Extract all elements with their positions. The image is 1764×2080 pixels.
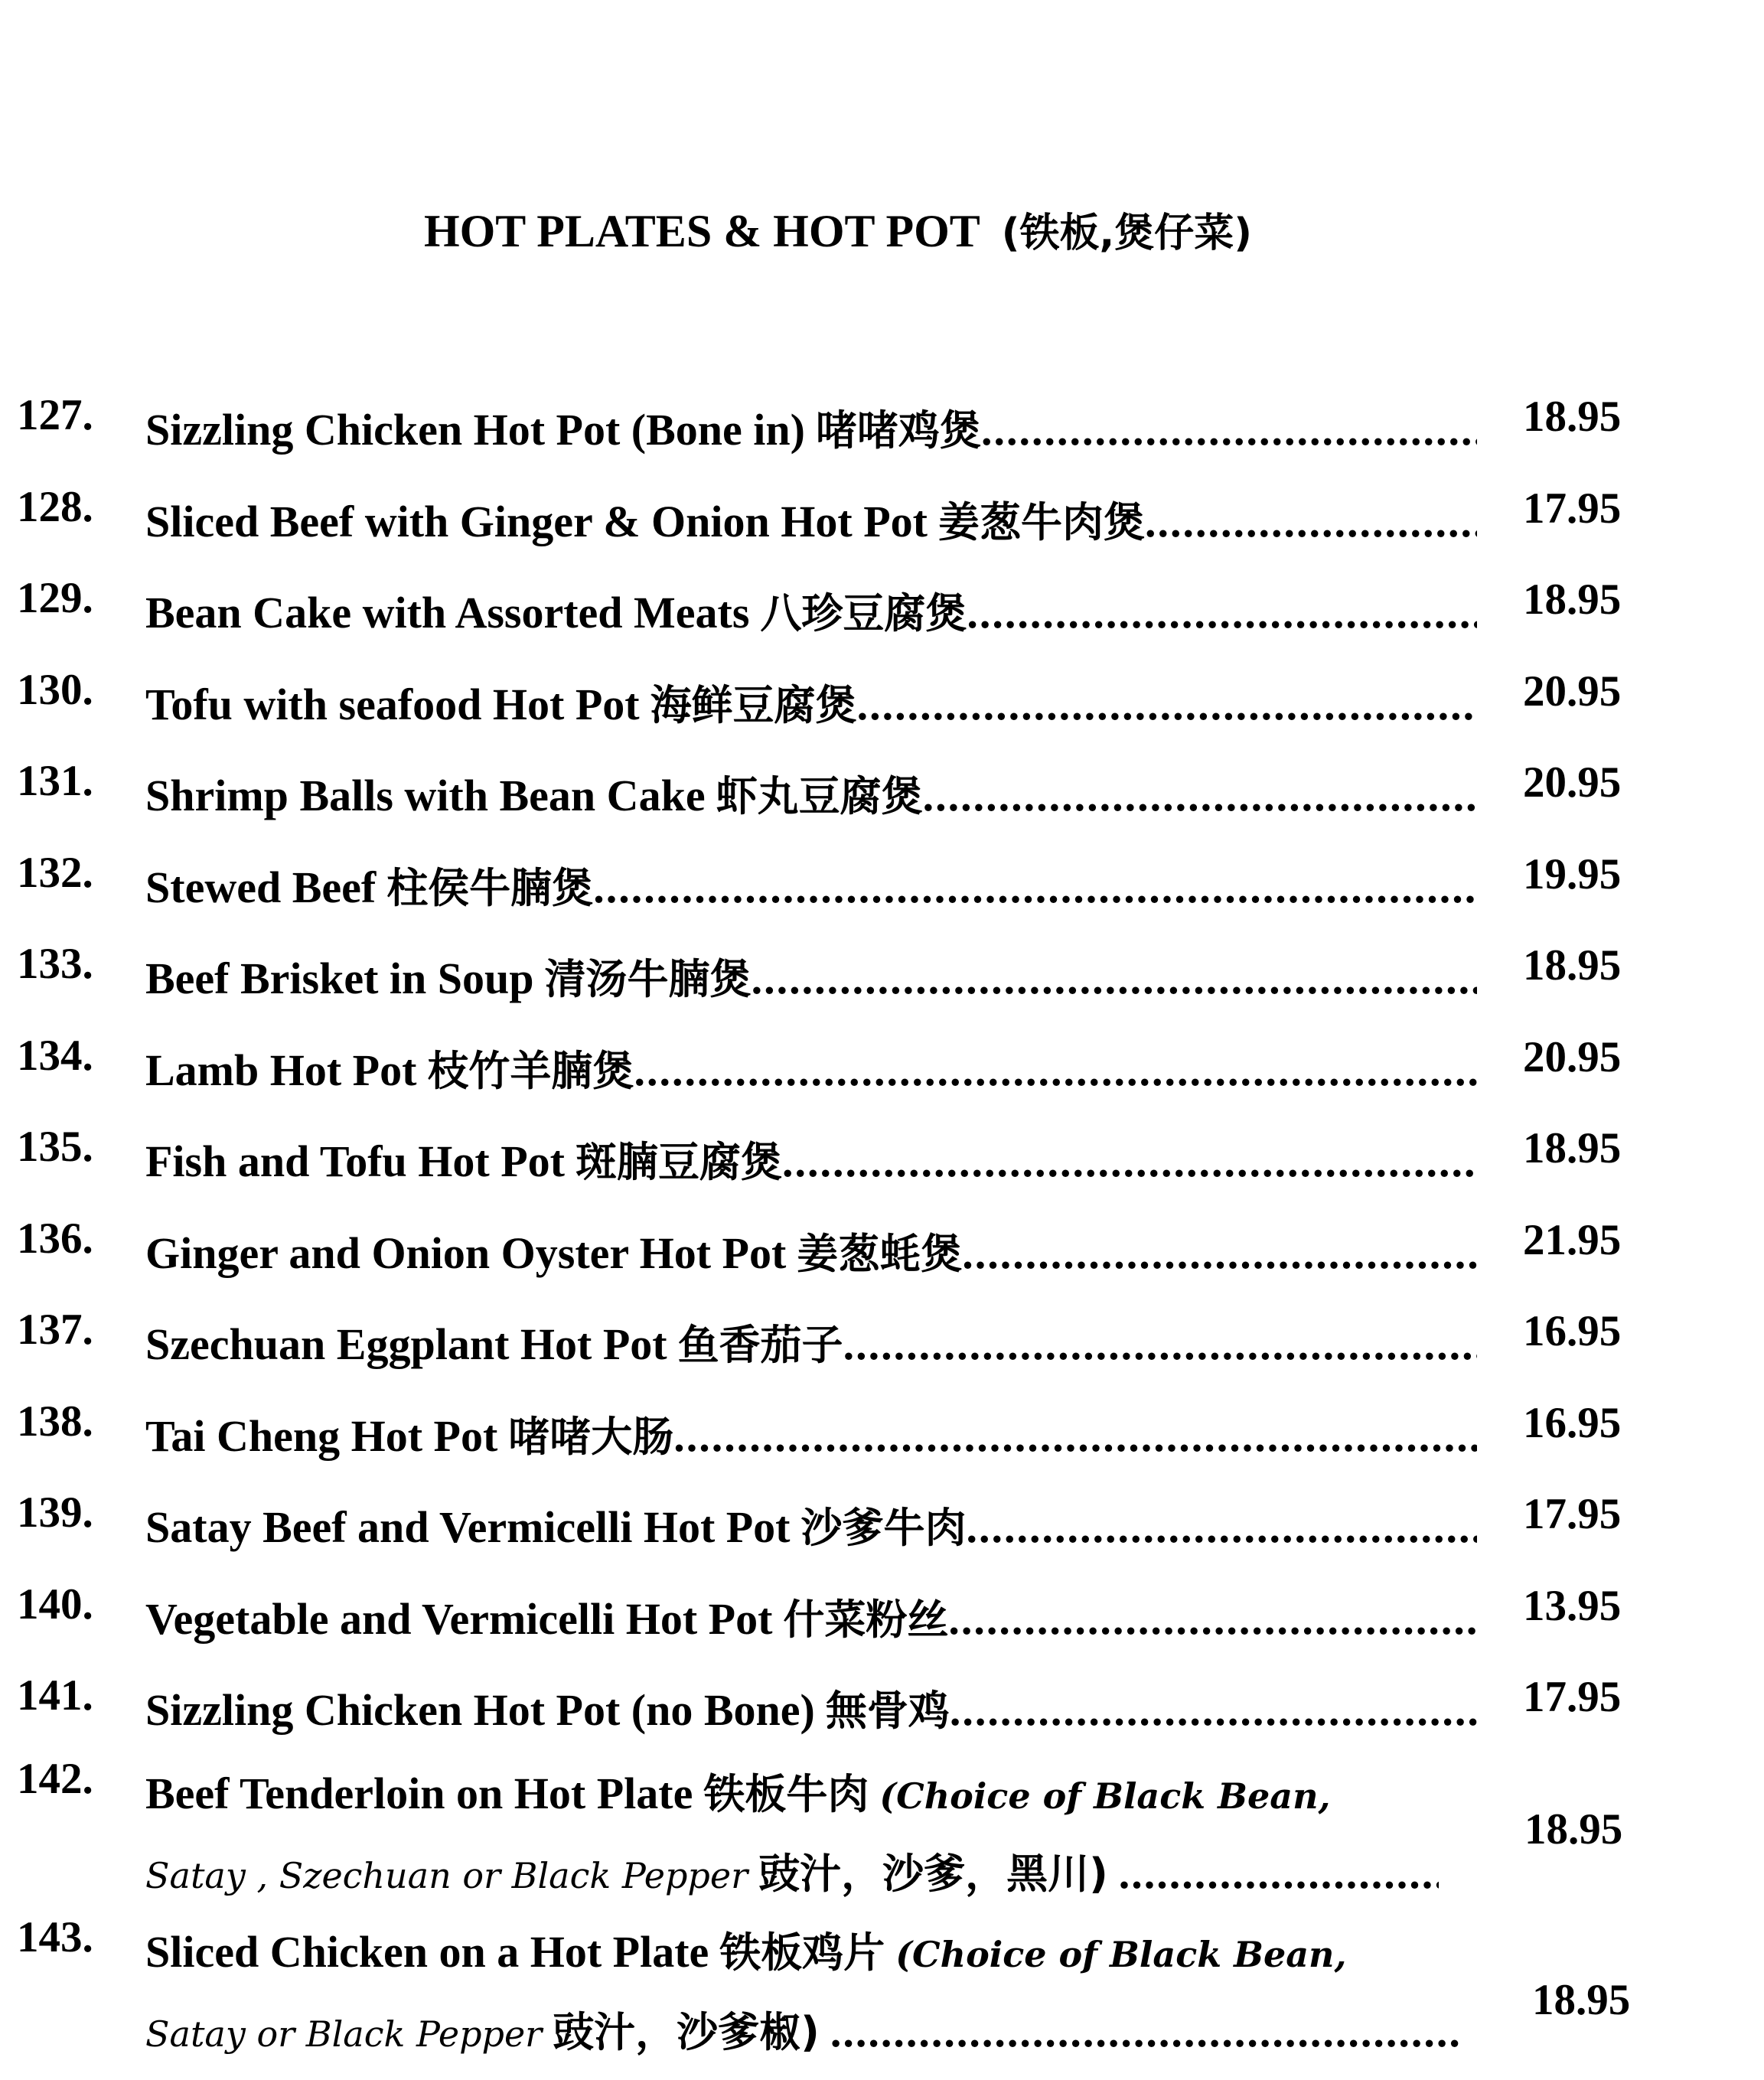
item-name: Sizzling Chicken Hot Pot (no Bone) (145, 1685, 815, 1735)
item-chinese-name: 清汤牛腩煲 (544, 955, 752, 1003)
item-number: 143. (17, 1913, 93, 1961)
item-number: 131. (17, 757, 93, 805)
item-price: 20.95 (1523, 667, 1622, 716)
item-line (145, 1406, 1477, 1467)
item-number: 135. (17, 1123, 93, 1171)
item-name: Szechuan Eggplant Hot Pot (145, 1319, 667, 1369)
item-name: Shrimp Balls with Bean Cake (145, 771, 706, 820)
item-chinese-name: 姜葱蚝煲 (797, 1230, 963, 1278)
leader-dots (923, 765, 1477, 826)
item-choice-line-2: Satay , Szechuan or Black Pepper (145, 1855, 748, 1896)
item-price: 17.95 (1523, 1490, 1622, 1538)
item-line (145, 857, 1477, 918)
item-line (145, 1680, 1477, 1741)
item-line (145, 399, 1477, 461)
item-name: Stewed Beef (145, 862, 377, 912)
item-chinese-name: 啫啫鸡煲 (815, 406, 981, 455)
item-chinese-name: 無骨鸡 (825, 1687, 950, 1735)
item-price: 16.95 (1523, 1307, 1622, 1355)
item-chinese-name: 铁板牛肉 (703, 1770, 869, 1818)
item-chinese-name: 八珍豆腐煲 (760, 589, 967, 637)
item-name: Beef Brisket in Soup (145, 954, 534, 1003)
title-chinese: (铁板,煲仔菜) (1001, 210, 1253, 256)
leader-dots (857, 674, 1477, 735)
item-line-2 (145, 2001, 1462, 2062)
item-choice-line-1: (Choice of Black Bean, (879, 1775, 1331, 1817)
item-name: Vegetable and Vermicelli Hot Pot (145, 1594, 773, 1644)
item-price: 18.95 (1523, 1124, 1622, 1172)
item-chinese-options: 豉汁，沙爹，黑川) (758, 1850, 1108, 1898)
item-number: 138. (17, 1397, 93, 1446)
title-english: HOT PLATES & HOT POT (423, 206, 980, 256)
item-price: 18.95 (1523, 575, 1622, 624)
item-price: 20.95 (1523, 758, 1622, 807)
item-line (145, 765, 1477, 826)
item-name: Fish and Tofu Hot Pot (145, 1136, 565, 1186)
item-chinese-name: 虾丸豆腐煲 (716, 772, 923, 820)
item-price: 20.95 (1523, 1033, 1622, 1081)
item-number: 137. (17, 1306, 93, 1354)
item-line (145, 1040, 1477, 1101)
item-name: Lamb Hot Pot (145, 1045, 417, 1095)
item-number: 133. (17, 940, 93, 988)
item-chinese-name: 什菜粉丝 (783, 1596, 949, 1644)
item-line-1 (145, 1763, 1477, 1824)
item-price: 19.95 (1523, 850, 1622, 898)
item-name: Sizzling Chicken Hot Pot (Bone in) (145, 405, 805, 455)
item-price: 17.95 (1523, 484, 1622, 533)
item-line (145, 491, 1477, 553)
item-price: 17.95 (1523, 1673, 1622, 1721)
item-line (145, 1131, 1477, 1192)
leader-dots (843, 1314, 1477, 1375)
leader-dots (967, 582, 1477, 644)
item-number: 139. (17, 1488, 93, 1537)
leader-dots (752, 948, 1477, 1009)
leader-dots (673, 1406, 1477, 1467)
leader-dots (967, 1497, 1477, 1558)
item-name: Sliced Chicken on a Hot Plate (145, 1927, 709, 1977)
item-line-2 (145, 1843, 1439, 1904)
item-line-1 (145, 1922, 1477, 1983)
leader-dots (782, 1131, 1477, 1192)
leader-dots (948, 1589, 1477, 1650)
item-name: Satay Beef and Vermicelli Hot Pot (145, 1502, 791, 1552)
item-line (145, 674, 1477, 735)
item-chinese-name: 鱼香茄子 (677, 1321, 843, 1369)
item-price: 18.95 (1523, 393, 1622, 441)
item-number: 134. (17, 1032, 93, 1080)
item-name: Beef Tenderloin on Hot Plate (145, 1769, 693, 1818)
page-title (0, 201, 1676, 264)
item-chinese-name: 沙爹牛肉 (800, 1504, 967, 1552)
leader-dots (1119, 1843, 1439, 1904)
item-chinese-options: 豉汁，沙爹椒) (553, 2008, 820, 2056)
item-price: 18.95 (1524, 1805, 1623, 1853)
item-name: Tai Cheng Hot Pot (145, 1411, 498, 1461)
leader-dots (830, 2001, 1462, 2062)
item-number: 130. (17, 666, 93, 714)
item-number: 127. (17, 391, 93, 439)
item-price: 18.95 (1532, 1976, 1631, 2024)
item-name: Sliced Beef with Ginger & Onion Hot Pot (145, 497, 928, 546)
item-line (145, 948, 1477, 1009)
item-chinese-name: 柱侯牛腩煲 (386, 864, 594, 912)
item-chinese-name: 枝竹羊腩煲 (427, 1047, 634, 1095)
item-chinese-name: 斑腩豆腐煲 (575, 1138, 782, 1186)
item-price: 16.95 (1523, 1399, 1622, 1447)
item-number: 132. (17, 849, 93, 897)
item-price: 13.95 (1523, 1582, 1622, 1630)
item-number: 129. (17, 574, 93, 622)
leader-dots (634, 1040, 1477, 1101)
item-number: 142. (17, 1755, 93, 1803)
item-number: 141. (17, 1671, 93, 1720)
item-name: Ginger and Onion Oyster Hot Pot (145, 1228, 787, 1278)
item-line (145, 1589, 1477, 1650)
item-chinese-name: 铁板鸡片 (719, 1928, 885, 1977)
leader-dots (593, 857, 1477, 918)
item-line (145, 1314, 1477, 1375)
leader-dots (962, 1223, 1477, 1284)
item-name: Tofu with seafood Hot Pot (145, 680, 640, 729)
item-choice-line-1: (Choice of Black Bean, (895, 1934, 1347, 1975)
item-chinese-name: 海鲜豆腐煲 (650, 681, 857, 729)
item-number: 136. (17, 1214, 93, 1263)
item-price: 21.95 (1523, 1216, 1622, 1264)
leader-dots (981, 399, 1477, 461)
item-line (145, 1223, 1477, 1284)
leader-dots (1145, 491, 1477, 553)
item-line (145, 582, 1477, 644)
item-number: 140. (17, 1580, 93, 1628)
item-choice-line-2: Satay or Black Pepper (145, 2013, 543, 2055)
item-line (145, 1497, 1477, 1558)
item-number: 128. (17, 483, 93, 531)
item-chinese-name: 啫啫大肠 (508, 1413, 674, 1461)
item-name: Bean Cake with Assorted Meats (145, 588, 750, 637)
item-price: 18.95 (1523, 941, 1622, 989)
item-chinese-name: 姜葱牛肉煲 (937, 498, 1145, 546)
leader-dots (950, 1680, 1477, 1741)
